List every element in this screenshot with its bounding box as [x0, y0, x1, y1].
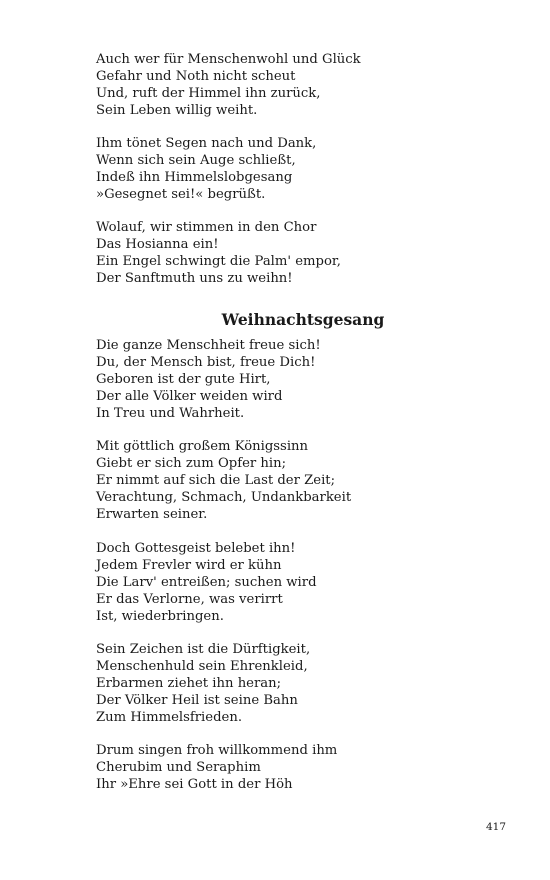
verse-line: Zum Himmelsfrieden.: [96, 710, 243, 725]
poem2-stanza-1: [96, 337, 456, 422]
verse-line: Erwarten seiner.: [96, 507, 208, 522]
page-number: 417: [485, 821, 506, 833]
verse-line: Gefahr und Noth nicht scheut: [96, 69, 296, 84]
verse-line: Mit göttlich großem Königssinn: [96, 439, 309, 454]
verse-line: Du, der Mensch bist, freue Dich!: [96, 355, 316, 370]
poem2-stanza-5: [96, 742, 456, 793]
verse-line: Wenn sich sein Auge schließt,: [96, 153, 296, 168]
verse-line: Sein Leben willig weiht.: [96, 103, 258, 118]
verse-line: Ihr »Ehre sei Gott in der Höh: [96, 777, 293, 792]
poem-title: Weihnachtsgesang: [221, 310, 385, 329]
verse-line: Cherubim und Seraphim: [96, 760, 261, 775]
verse-line: Der Völker Heil ist seine Bahn: [96, 693, 298, 708]
poem2-stanza-3: [96, 540, 456, 625]
verse-line: Er nimmt auf sich die Last der Zeit;: [96, 473, 336, 488]
verse-line: Und, ruft der Himmel ihn zurück,: [96, 86, 321, 101]
verse-line: Sein Zeichen ist die Dürftigkeit,: [96, 642, 311, 657]
poem2-stanza-4: [96, 641, 456, 726]
verse-line: Wolauf, wir stimmen in den Chor: [96, 220, 317, 235]
verse-line: Drum singen froh willkommend ihm: [96, 743, 338, 758]
verse-line: Ist, wiederbringen.: [96, 609, 224, 624]
verse-line: Die ganze Menschheit freue sich!: [96, 338, 321, 353]
verse-line: Indeß ihn Himmelslobgesang: [96, 170, 293, 185]
verse-line: Ein Engel schwingt die Palm' empor,: [96, 254, 341, 269]
poem1-stanza-1: [96, 51, 456, 119]
verse-line: Verachtung, Schmach, Undankbarkeit: [96, 490, 352, 505]
verse-line: Auch wer für Menschenwohl und Glück: [96, 52, 361, 67]
verse-line: Doch Gottesgeist belebet ihn!: [96, 541, 296, 556]
verse-line: Der alle Völker weiden wird: [96, 389, 283, 404]
verse-line: Geboren ist der gute Hirt,: [96, 372, 271, 387]
verse-line: In Treu und Wahrheit.: [96, 406, 245, 421]
verse-line: Ihm tönet Segen nach und Dank,: [96, 136, 317, 151]
verse-line: Menschenhuld sein Ehrenkleid,: [96, 659, 308, 674]
verse-line: Das Hosianna ein!: [96, 237, 219, 252]
verse-line: Der Sanftmuth uns zu weihn!: [96, 271, 293, 286]
verse-line: »Gesegnet sei!« begrüßt.: [96, 187, 266, 202]
verse-line: Erbarmen ziehet ihn heran;: [96, 676, 282, 691]
poem1-stanza-2: [96, 135, 456, 203]
verse-line: Die Larv' entreißen; suchen wird: [96, 575, 317, 590]
verse-line: Giebt er sich zum Opfer hin;: [96, 456, 287, 471]
verse-line: Jedem Frevler wird er kühn: [96, 558, 282, 573]
poem1-stanza-3: [96, 219, 456, 287]
poem2-stanza-2: [96, 438, 456, 523]
verse-line: Er das Verlorne, was verirrt: [96, 592, 283, 607]
